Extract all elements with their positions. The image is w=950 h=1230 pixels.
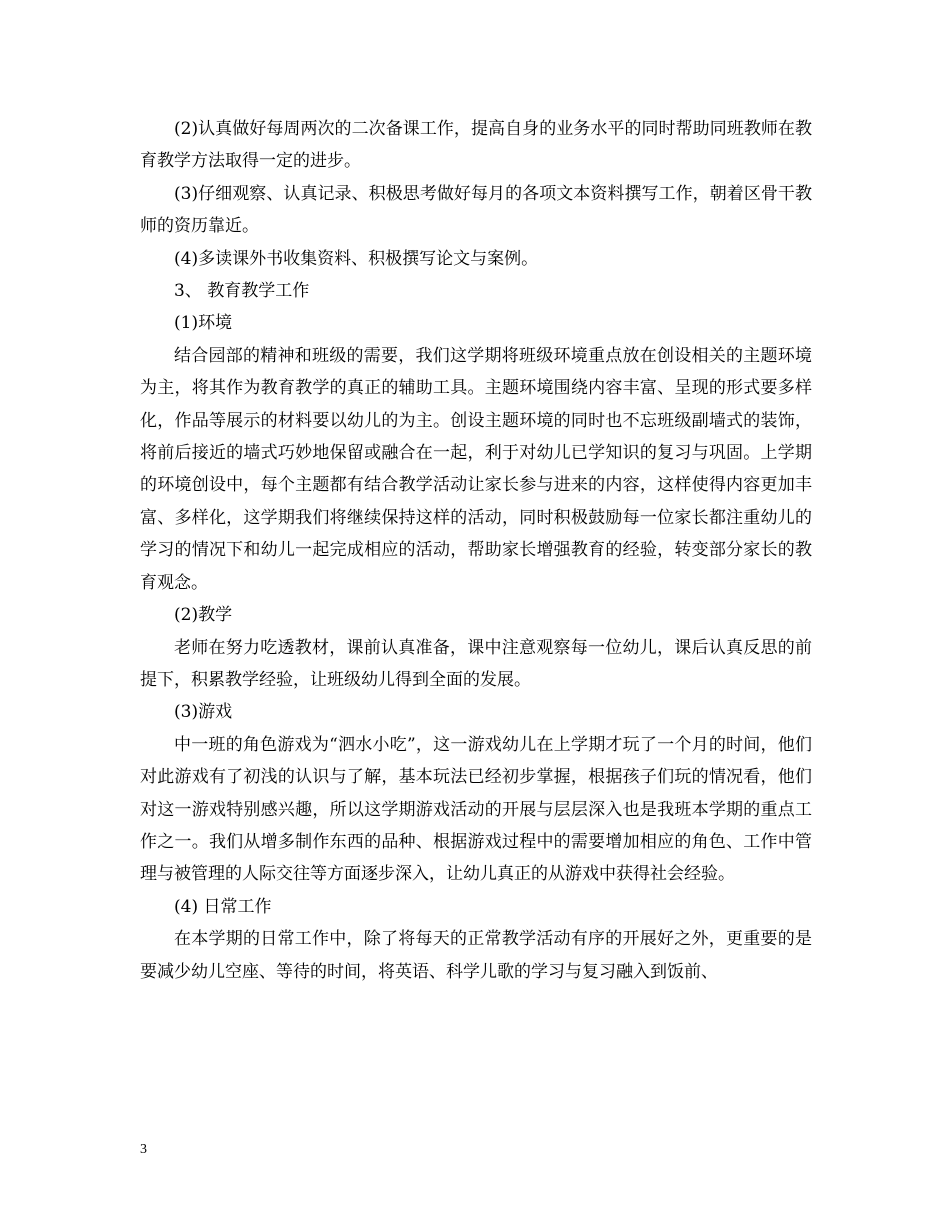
paragraph-games: 中一班的角色游戏为“泗水小吃”，这一游戏幼儿在上学期才玩了一个月的时间，他们对此游戏有了初浅的认识与了解，基本玩法已经初步掌握，根据孩子们玩的情况看，他们对这一游戏特别感兴趣，所以这学期游戏活动的开展与层层深入也是我班本学期的重点工作之一。我们从增多制作东西的品种、根据游戏过程中的需要增加相应的角色、工作中管理与被管理的人际交往等方面逐步深入，让幼儿真正的从游戏中获得社会经验。: [140, 734, 812, 885]
subheading-environment: (1)环境: [174, 313, 233, 334]
paragraph-observation-records: (3)仔细观察、认真记录、积极思考做好每月的各项文本资料撰写工作，朝着区骨干教师的资历靠近。: [140, 183, 812, 237]
document-body: [140, 113, 812, 988]
paragraph-environment: 结合园部的精神和班级的需要，我们这学期将班级环境重点放在创设相关的主题环境为主，将其作为教育教学的真正的辅助工具。主题环境围绕内容丰富、呈现的形式要多样化，作品等展示的材料要以幼儿的为主。创设主题环境的同时也不忘班级副墙式的装饰，将前后接近的墙式巧妙地保留或融合在一起，利于对幼儿已学知识的复习与巩固。上学期的环境创设中，每个主题都有结合教学活动让家长参与进来的内容，这样使得内容更加丰富、多样化，这学期我们将继续保持这样的活动，同时积极鼓励每一位家长都注重幼儿的学习的情况下和幼儿一起完成相应的活动，帮助家长增强教育的经验，转变部分家长的教育观念。: [140, 345, 812, 593]
paragraph-daily-work: 在本学期的日常工作中，除了将每天的正常教学活动有序的开展好之外，更重要的是要减少幼儿空座、等待的时间，将英语、科学儿歌的学习与复习融入到饭前、: [140, 929, 812, 982]
paragraph-lesson-prep: (2)认真做好每周两次的二次备课工作，提高自身的业务水平的同时帮助同班教师在教育教学方法取得一定的进步。: [140, 119, 812, 172]
subheading-games: (3)游戏: [174, 702, 233, 723]
subheading-daily-work: (4) 日常工作: [174, 896, 272, 917]
paragraph-reading-writing: (4)多读课外书收集资料、积极撰写论文与案例。: [174, 248, 539, 269]
subheading-teaching: (2)教学: [174, 605, 233, 626]
section-heading-teaching-work: 3、 教育教学工作: [174, 281, 310, 302]
paragraph-teaching: 老师在努力吃透教材，课前认真准备，课中注意观察每一位幼儿，课后认真反思的前提下，积累教学经验，让班级幼儿得到全面的发展。: [140, 637, 812, 690]
page-number: 3: [140, 1142, 147, 1157]
